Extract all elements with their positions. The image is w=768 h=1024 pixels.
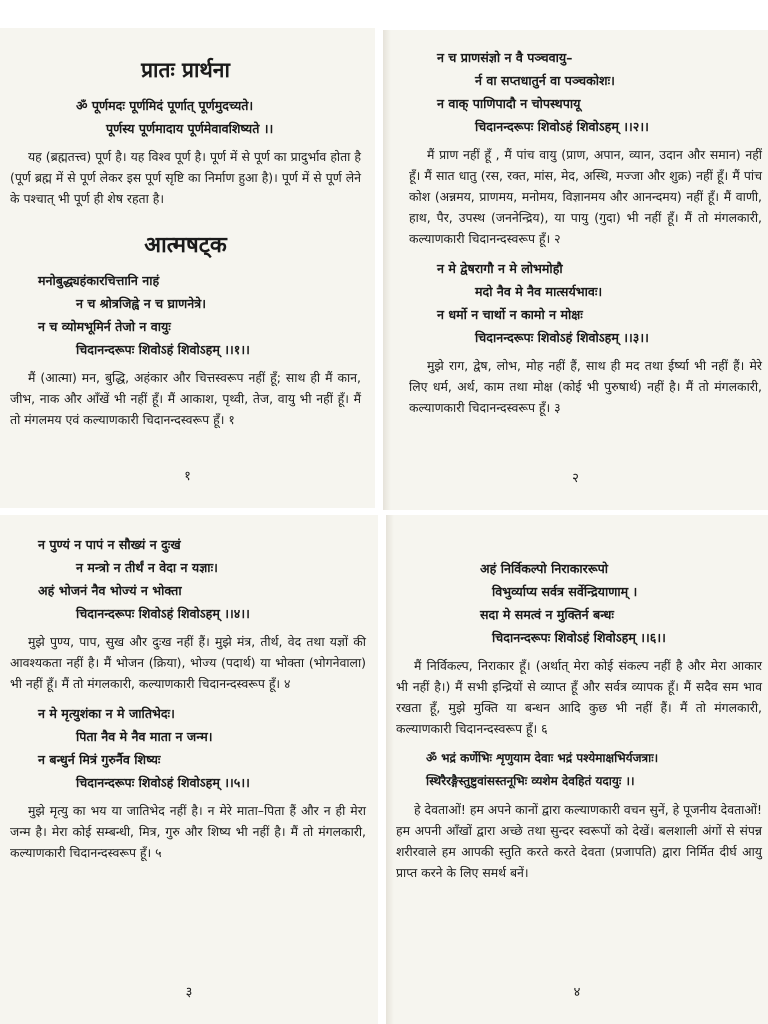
page-crease: [386, 515, 394, 1024]
verse-5: [10, 702, 366, 794]
page-number: २: [572, 471, 579, 486]
verse-line: चिदानन्दरूपः शिवोऽहं शिवोऽहम् ।।६।।: [492, 630, 666, 645]
verse-line: चिदानन्दरूपः शिवोऽहं शिवोऽहम् ।।१।।: [76, 342, 250, 357]
closing-mantra: [396, 747, 762, 793]
verse-line: मनोबुद्ध्यहंकारचित्तानि नाहं: [38, 273, 160, 288]
verse-2-meaning: मैं प्राण नहीं हूँ , मैं पांच वायु (प्राण, अपान, व्यान, उदान और समान) नहीं हूँ। मैं सात धातु (रस, रक्त, मांस, मेद, अस्थि, मज्जा और शुक्र) नहीं हूँ। मैं पांच कोश (अन्नमय, प्राणमय, मनोमय, विज्ञानमय और आनन्दमय) नहीं हूँ। मैं वाणी, हाथ, पैर, उपस्थ (जननेन्द्रिय), या पायु (गुदा) भी नहीं हूँ। मैं तो मंगलकारी, कल्याणकारी चिदानन्दस्वरूप हूँ। २: [409, 147, 762, 246]
verse-line: सदा मे समत्वं न मुक्तिर्न बन्धः: [480, 607, 614, 622]
verse-line: चिदानन्दरूपः शिवोऽहं शिवोऽहम् ।।४।।: [76, 606, 250, 621]
verse-1-meaning: मैं (आत्मा) मन, बुद्धि, अहंकार और चित्तस्वरूप नहीं हूँ; साथ ही मैं कान, जीभ, नाक और आँखें भी नहीं हूँ। मैं आकाश, पृथ्वी, तेज, वायु भी नहीं हूँ। मैं तो मंगलमय एवं कल्याणकारी चिदानन्दस्वरूप हूँ। १: [10, 370, 361, 427]
verse-line: चिदानन्दरूपः शिवोऽहं शिवोऽहम् ।।२।।: [475, 119, 649, 134]
page-1: [0, 28, 375, 508]
page-2: [383, 30, 768, 510]
mantra-line: ॐ भद्रं कर्णेभिः शृणुयाम देवाः भद्रं पश्येमाक्षभिर्यजत्राः।: [426, 751, 659, 765]
verse-line: न बन्धुर्न मित्रं गुरुर्नैव शिष्यः: [38, 752, 161, 767]
verse-line: न वाक् पाणिपादौ न चोपस्थपायू: [437, 96, 581, 111]
verse-line: अहं निर्विकल्पो निराकाररूपो: [480, 561, 609, 576]
verse-3-meaning: मुझे राग, द्वेष, लोभ, मोह नहीं हैं, साथ ही मद तथा ईर्ष्या भी नहीं हैं। मेरे लिए धर्म, अर्थ, काम तथा मोक्ष (कोई भी पुरुषार्थ) नहीं है। मैं तो मंगलकारी, कल्याणकारी चिदानन्दस्वरूप हूँ। ३: [409, 358, 762, 415]
page-number: १: [184, 469, 191, 484]
verse-line: अहं भोजनं नैव भोज्यं न भोक्ता: [38, 583, 182, 598]
verse-line: चिदानन्दरूपः शिवोऽहं शिवोऽहम् ।।५।।: [76, 775, 250, 790]
page-3: [0, 515, 378, 1024]
verse-line: न मन्त्रो न तीर्थं न वेदा न यज्ञाः।: [76, 560, 218, 575]
verse-4-meaning: मुझे पुण्य, पाप, सुख और दुःख नहीं हैं। मुझे मंत्र, तीर्थ, वेद तथा यज्ञों की आवश्यकता नहीं है। मैं भोजन (क्रिया), भोज्य (पदार्थ) या भोक्ता (भोगनेवाला) भी नहीं हूँ। मैं तो मंगलकारी, कल्याणकारी चिदानन्दस्वरूप हूँ। ४: [10, 634, 366, 691]
verse-line: चिदानन्दरूपः शिवोऽहं शिवोऽहम् ।।३।।: [475, 330, 649, 345]
verse-5-meaning: मुझे मृत्यु का भय या जातिभेद नहीं है। न मेरे माता–पिता हैं और न ही मेरा जन्म है। मेरा कोई सम्बन्धी, मित्र, गुरु और शिष्य भी नहीं है। मैं तो मंगलकारी, कल्याणकारी चिदानन्दस्वरूप हूँ। ५: [10, 803, 366, 860]
verse-6-meaning: मैं निर्विकल्प, निराकार हूँ। (अर्थात् मेरा कोई संकल्प नहीं है और मेरा आकार भी नहीं है।) मैं सभी इन्द्रियों से व्याप्त हूँ और सर्वत्र व्यापक हूँ। मैं सदैव सम भाव रखता हूँ, मुझे मुक्ति या बन्धन आदि कुछ भी नहीं हैं। मैं तो मंगलकारी, कल्याणकारी चिदानन्दस्वरूप हूँ। ६: [396, 658, 762, 736]
verse-line: विभुर्व्याप्य सर्वत्र सर्वेन्द्रियाणाम् ।: [492, 584, 638, 599]
verse-1: [10, 269, 361, 361]
page-number: ३: [185, 985, 193, 1000]
verse-line: मदो नैव मे नैव मात्सर्यभावः।: [475, 284, 603, 299]
verse-line: न च व्योमभूमिर्न तेजो न वायुः: [38, 319, 171, 334]
mantra-meaning: यह (ब्रह्मतत्त्व) पूर्ण है। यह विश्व पूर्ण है। पूर्ण में से पूर्ण का प्रादुर्भाव होता है (पूर्ण ब्रह्म में से पूर्ण लेकर इस पूर्ण सृष्टि का निर्माण हुआ है)। पूर्ण में से पूर्ण लेने के पश्चात् भी पूर्ण ही शेष रहता है।: [10, 149, 361, 206]
closing-mantra-meaning: हे देवताओं! हम अपने कानों द्वारा कल्याणकारी वचन सुनें, हे पूजनीय देवताओं! हम अपनी आँखों द्वारा अच्छे तथा सुन्दर स्वरूपों को देखें। बलशाली अंगों से संपन्न शरीरवाले हम आपकी स्तुति करते करते देवता (प्रजापति) द्वारा निर्मित दीर्घ आयु प्राप्त करने के लिए समर्थ बनें।: [396, 802, 762, 880]
verse-6: [396, 557, 762, 649]
section-title: आत्मषट्क: [144, 233, 227, 258]
verse-2: [409, 46, 762, 138]
verse-line: र्न वा सप्तधातुर्न वा पञ्चकोशः।: [475, 73, 615, 88]
verse-line: न मे मृत्युशंका न मे जातिभेदः।: [38, 706, 175, 721]
verse-line: न मे द्वेषरागौ न मे लोभमोहौ: [437, 261, 563, 276]
page-4: [386, 515, 768, 1024]
verse-3: [409, 257, 762, 349]
verse-line: न च श्रोत्रजिह्वे न च घ्राणनेत्रे।: [76, 296, 207, 311]
verse-line: पिता नैव मे नैव माता न जन्म।: [76, 729, 213, 744]
verse-line: न धर्मो न चार्थो न कामो न मोक्षः: [437, 307, 583, 322]
mantra-line: पूर्णस्य पूर्णमादाय पूर्णमेवावशिष्यते ।।: [106, 121, 274, 136]
verse-line: न पुण्यं न पापं न सौख्यं न दुःखं: [38, 537, 181, 552]
page-crease: [383, 30, 391, 510]
purnamadah-mantra: [10, 94, 361, 140]
verse-4: [10, 533, 366, 625]
mantra-line: स्थिरैरङ्गैस्तुष्टुवांसस्तनूभिः व्यशेम देवहितं यदायुः ।।: [426, 774, 635, 788]
page-title: प्रातः प्रार्थना: [141, 58, 230, 82]
page-number: ४: [573, 985, 581, 1000]
mantra-line: ॐ पूर्णमदः पूर्णमिदं पूर्णात् पूर्णमुदच्यते।: [76, 98, 254, 113]
verse-line: न च प्राणसंज्ञो न वै पञ्चवायु–: [437, 50, 573, 65]
